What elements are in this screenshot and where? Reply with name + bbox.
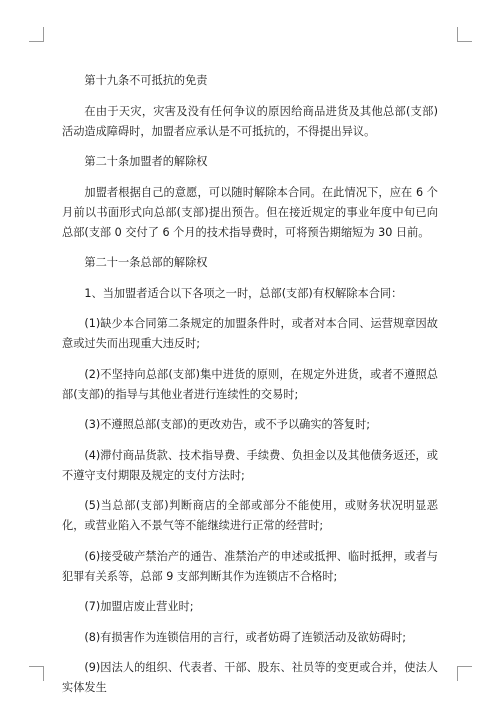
list-item-2: (2)不坚持向总部(支部)集中进货的原则，在规定外进货，或者不遵照总部(支部)的指导与其他业者进行连续性的交易时; [62, 367, 438, 401]
article-21-heading: 第二十一条总部的解除权 [84, 256, 208, 269]
article-20-text: 加盟者根据自己的意愿，可以随时解除本合同。在此情况下，应在 6 个月前以书面形式向总部(支部)提出预告。但在接近规定的事业年度中旬已向总部(支部 0 交付了 6 个月的技术指导费时，可将预告期缩短为 30 日前。 [62, 185, 438, 239]
list-item-8: (8)有损害作为连锁信用的言行，或者妨碍了连锁活动及欲妨碍时; [84, 630, 407, 644]
list-item-5: (5)当总部(支部)判断商店的全部或部分不能使用，或财务状况明显恶化，或营业陷入不景气等不能继续进行正常的经营时; [62, 499, 438, 532]
list-item-3: (3)不遵照总部(支部)的更改劝告，或不予以确实的答复时; [84, 418, 371, 431]
article-20-heading: 第二十条加盟者的解除权 [84, 155, 208, 168]
document-body [62, 71, 438, 709]
article-19-text: 在由于天灾，灾害及没有任何争议的原因给商品进货及其他总部(支部)活动造成障碍时，加盟者应承认是不可抵抗的，不得提出异议。 [62, 104, 438, 138]
list-item-9: (9)因法人的组织、代表者、干部、股东、社员等的变更或合并，使法人实体发生 [62, 661, 438, 694]
list-item-1: (1)缺少本合同第二条规定的加盟条件时，或者对本合同、运营规章因故意或过失而出现重大违反时; [62, 317, 438, 350]
article-19-heading: 第十九条不可抵抗的免责 [84, 74, 208, 87]
article-21-clause-1: 1、当加盟者适合以下各项之一时，总部(支部)有权解除本合同： [84, 286, 403, 300]
list-item-6: (6)接受破产禁治产的通告、准禁治产的申述或抵押、临时抵押，或者与犯罪有关系等，总部 9 支部判断其作为连锁店不合格时; [62, 549, 438, 583]
crop-mark-bottom-left [29, 666, 44, 681]
list-item-4: (4)滞付商品货款、技术指导费、手续费、负担金以及其他债务返还，或不遵守支付期限及规定的支付方法时; [62, 448, 438, 482]
crop-mark-top-left [29, 27, 44, 42]
list-item-7: (7)加盟店废止营业时; [84, 600, 194, 613]
crop-mark-bottom-right [457, 666, 472, 681]
crop-mark-top-right [457, 27, 472, 42]
